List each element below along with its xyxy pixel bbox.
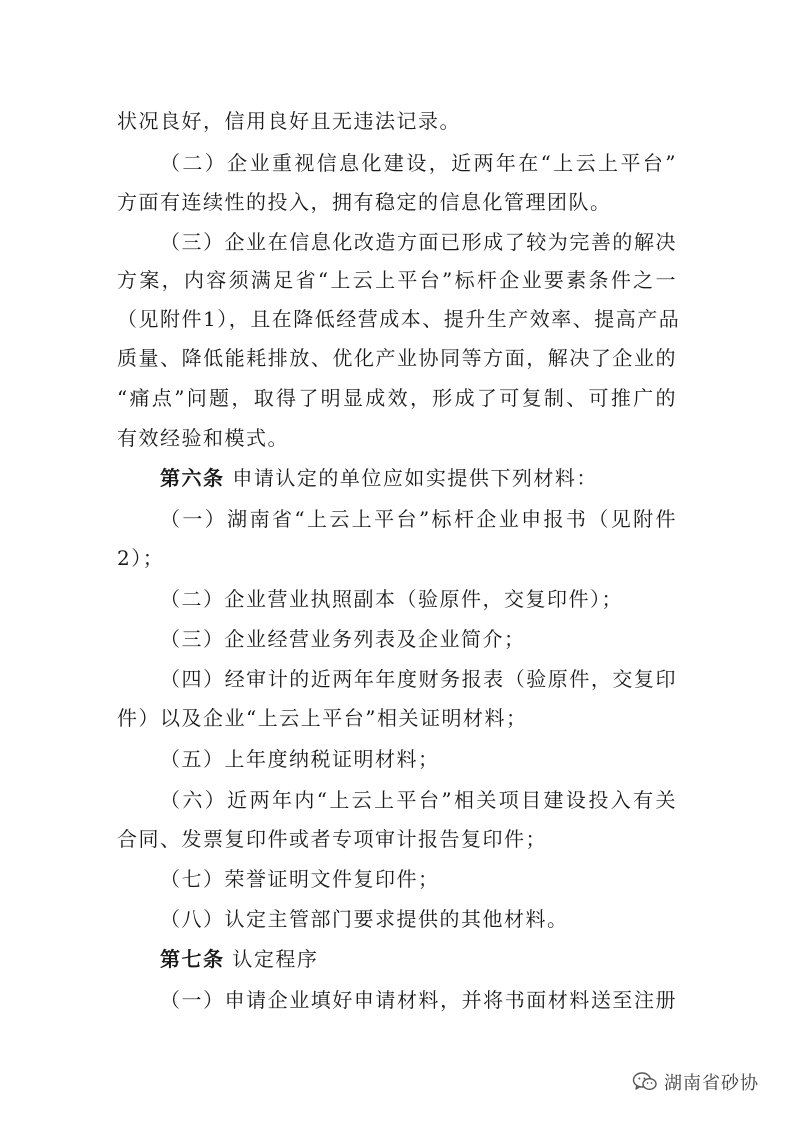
article-6-paragraph — [160, 465, 677, 491]
text-line: （一）湖南省“上云上平台”标杆企业申报书（见附件 — [160, 507, 677, 531]
text-line: 质量、降低能耗排放、优化产业协同等方面，解决了企业的 — [117, 346, 677, 370]
text-line: （八）认定主管部门要求提供的其他材料。 — [160, 907, 569, 931]
text-line: （二）企业营业执照副本（验原件，交复印件）； — [160, 587, 623, 611]
wechat-icon — [632, 1071, 658, 1093]
text-line: 方案，内容须满足省“上云上平台”标杆企业要素条件之一 — [117, 268, 677, 292]
text-line: （五）上年度纳税证明材料； — [160, 747, 440, 771]
text-line: （二）企业重视信息化建设，近两年在“上云上平台” — [160, 151, 677, 175]
text-line: 有效经验和模式。 — [117, 426, 289, 450]
text-line: 件）以及企业“上云上平台”相关证明材料； — [117, 706, 528, 730]
article-7-label: 第七条 — [160, 947, 225, 971]
watermark — [632, 1069, 759, 1095]
text-line: （三）企业在信息化改造方面已形成了较为完善的解决 — [160, 230, 677, 254]
article-6-text: 申请认定的单位应如实提供下列材料： — [232, 466, 598, 490]
article-7-paragraph — [160, 946, 677, 972]
article-7-text: 认定程序 — [232, 947, 319, 971]
text-line: （一）申请企业填好申请材料，并将书面材料送至注册 — [160, 988, 677, 1012]
text-line: 方面有连续性的投入，拥有稳定的信息化管理团队。 — [117, 190, 612, 214]
text-line: 2）； — [117, 546, 165, 570]
text-line: （见附件1），且在降低经营成本、提升生产效率、提高产品 — [117, 307, 681, 331]
article-6-label: 第六条 — [160, 466, 225, 490]
text-line: （三）企业经营业务列表及企业简介； — [160, 627, 526, 651]
text-line: 状况良好，信用良好且无违法记录。 — [117, 109, 461, 133]
text-line: （四）经审计的近两年年度财务报表（验原件，交复印 — [160, 667, 677, 691]
text-line: 合同、发票复印件或者专项审计报告复印件； — [117, 827, 547, 851]
text-line: （七）荣誉证明文件复印件； — [160, 867, 440, 891]
watermark-text: 湖南省砂协 — [664, 1073, 759, 1094]
text-line: （六）近两年内“上云上平台”相关项目建设投入有关 — [160, 788, 677, 812]
text-line: “痛点”问题，取得了明显成效，形成了可复制、可推广的 — [117, 386, 677, 410]
